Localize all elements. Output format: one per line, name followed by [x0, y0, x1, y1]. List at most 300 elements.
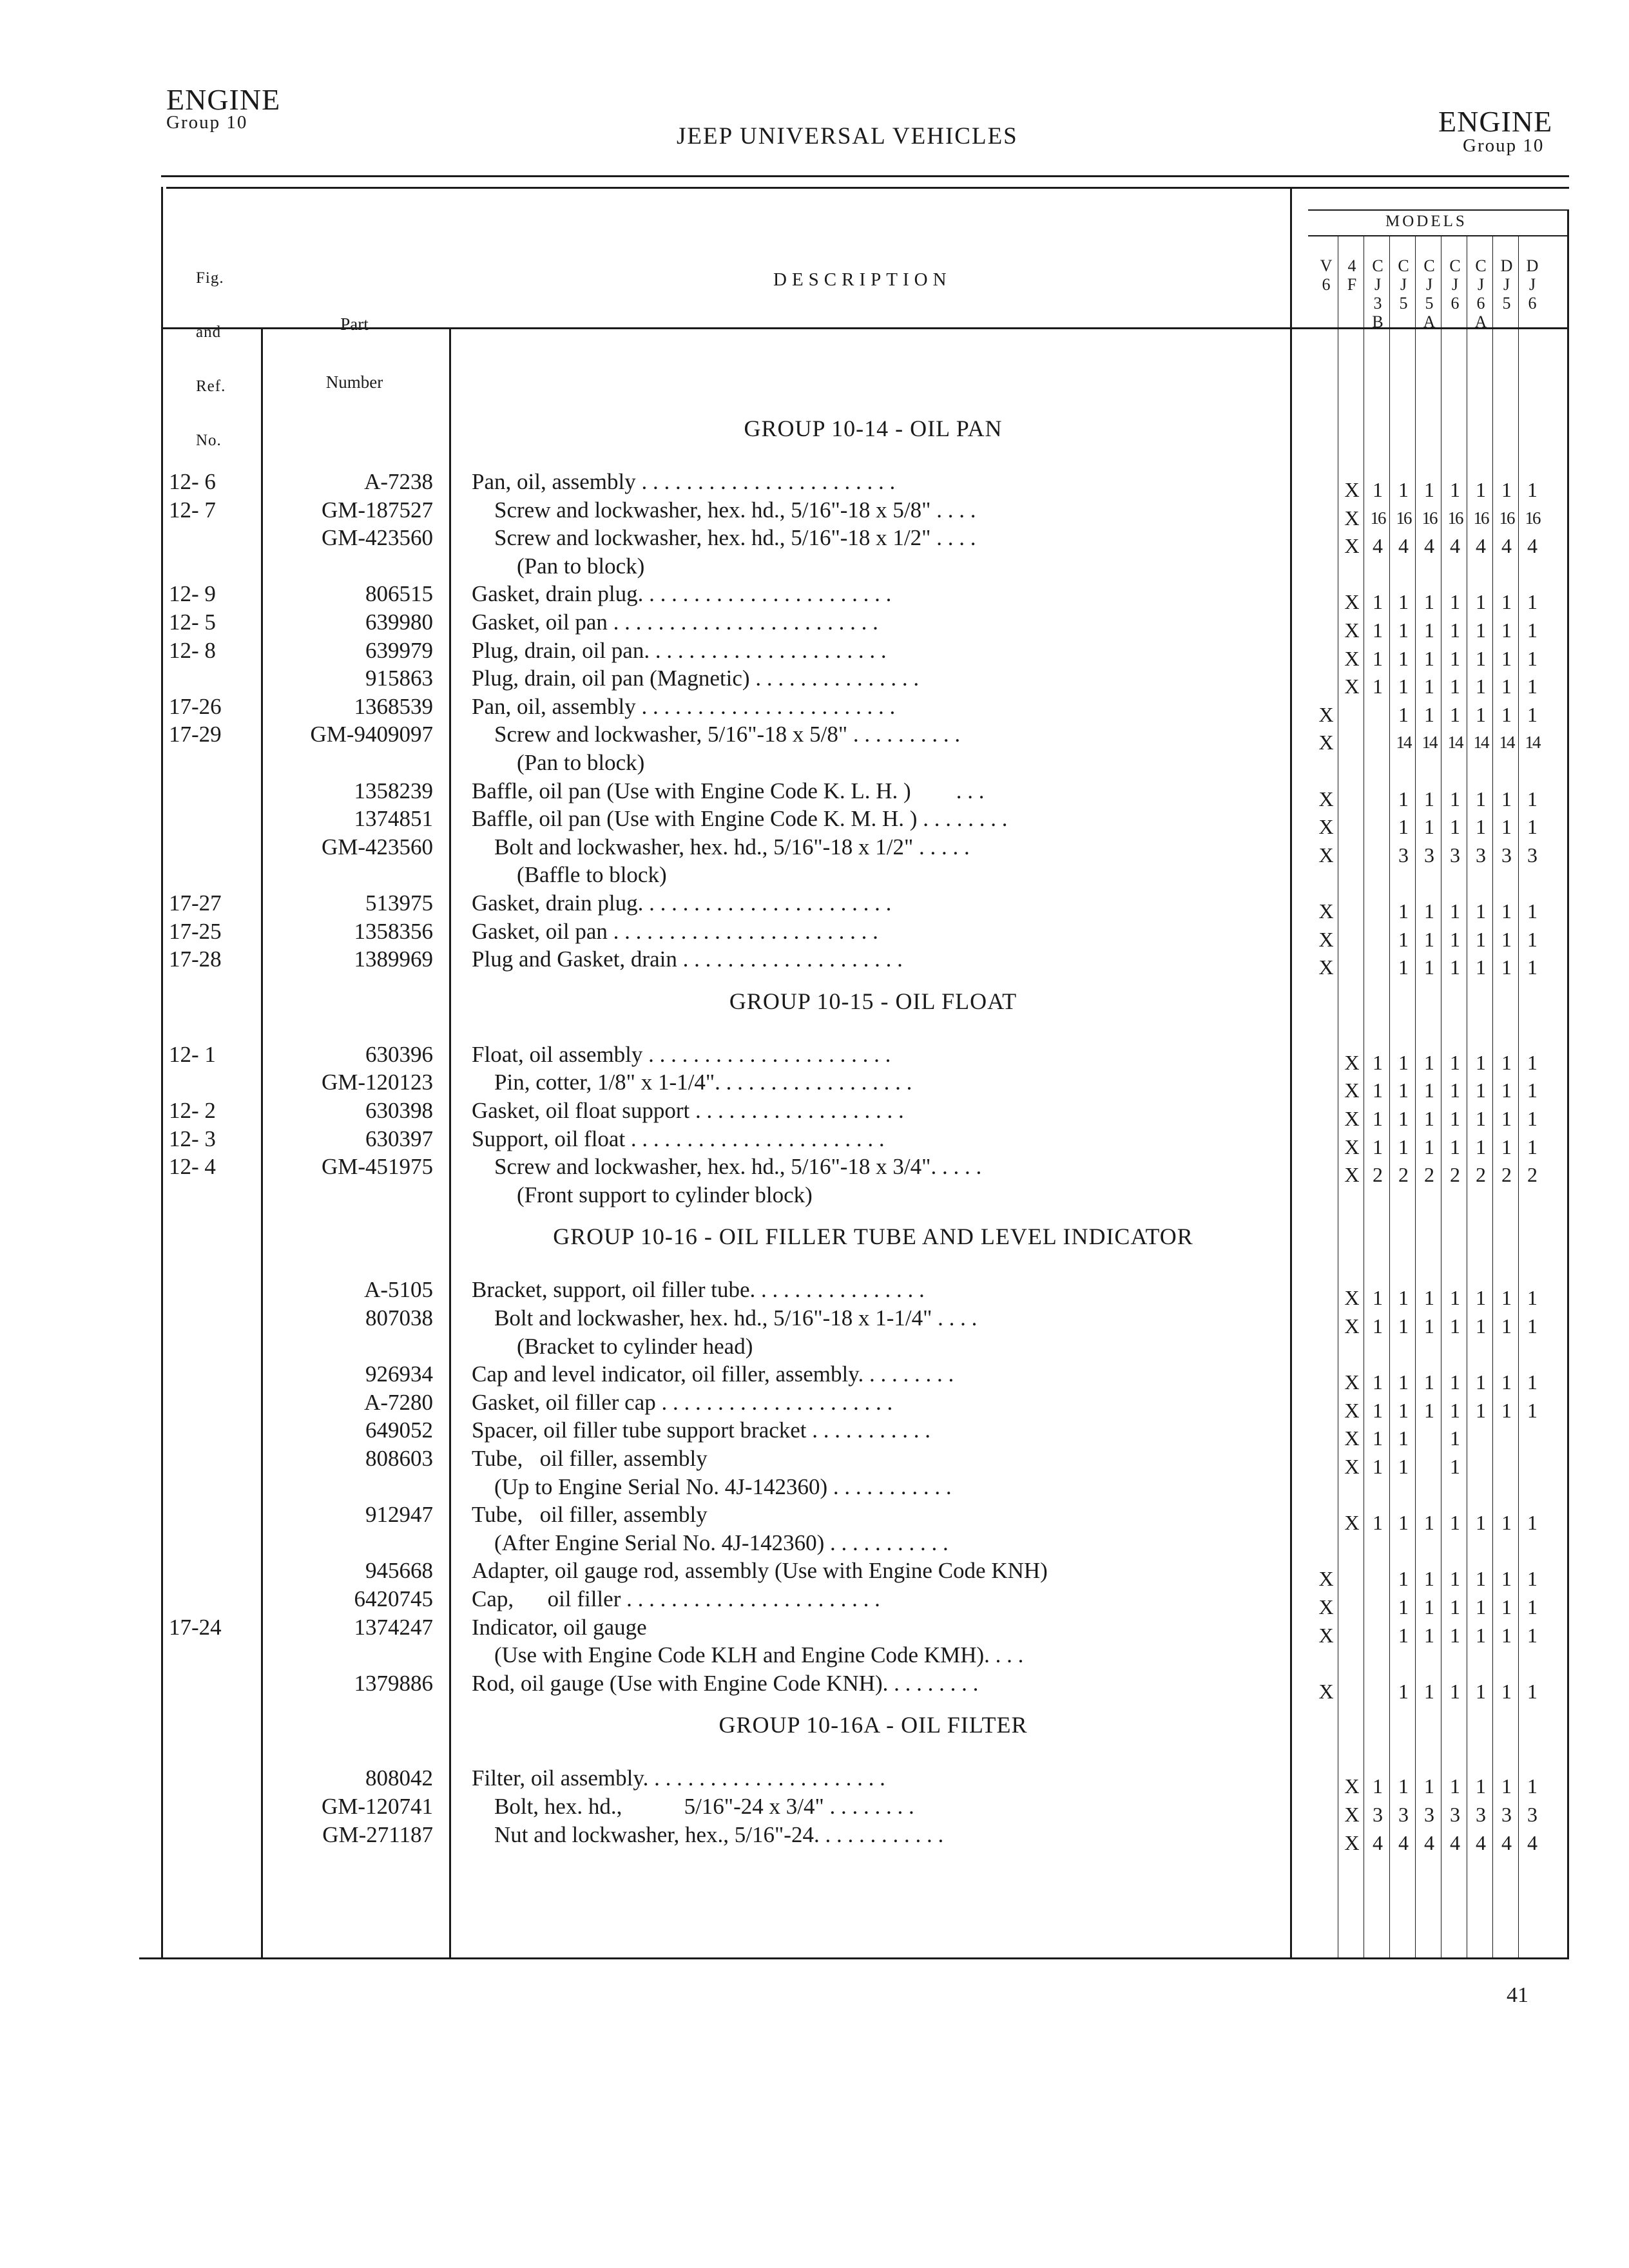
model-qty: 1 [1424, 1286, 1434, 1310]
part-number: 630398 [365, 1098, 433, 1123]
model-qty: 4 [1527, 534, 1537, 558]
model-qty: X [1318, 927, 1334, 951]
model-qty: 1 [1373, 1427, 1383, 1450]
model-qty: 1 [1450, 1370, 1460, 1394]
model-qty: 1 [1398, 1079, 1409, 1102]
model-qty: 1 [1527, 815, 1537, 839]
model-header: D J 5 [1500, 256, 1513, 312]
model-qty: 2 [1527, 1163, 1537, 1187]
model-qty: 1 [1373, 1774, 1383, 1798]
model-qty: 1 [1527, 1050, 1537, 1074]
model-qty: 1 [1398, 1314, 1409, 1338]
model-qty: 1 [1501, 1567, 1512, 1591]
model-qty: 14 [1473, 733, 1489, 753]
model-qty: X [1318, 702, 1334, 726]
model-qty: 1 [1398, 956, 1409, 979]
model-qty: 1 [1424, 899, 1434, 923]
model-qty: 1 [1476, 1050, 1486, 1074]
fig-ref: 17-26 [169, 693, 222, 719]
part-number: A-7238 [364, 469, 433, 494]
model-qty: 1 [1424, 619, 1434, 642]
model-qty: 1 [1398, 1427, 1409, 1450]
model-qty: 1 [1424, 702, 1434, 726]
model-qty: 1 [1398, 1398, 1409, 1422]
model-qty: X [1344, 478, 1360, 501]
part-number: 808042 [365, 1765, 433, 1791]
model-qty: X [1344, 1079, 1360, 1102]
model-qty: 1 [1501, 1314, 1512, 1338]
model-qty: 1 [1398, 646, 1409, 670]
model-qty: 4 [1373, 1831, 1383, 1854]
model-qty: 1 [1450, 1314, 1460, 1338]
model-qty: 1 [1398, 815, 1409, 839]
model-qty: 1 [1424, 1511, 1434, 1535]
model-qty: 1 [1398, 1595, 1409, 1619]
models-label-rule-lower [1308, 235, 1569, 236]
fig-ref: 12- 4 [169, 1154, 216, 1180]
model-qty: 1 [1424, 956, 1434, 979]
model-qty: 1 [1501, 1286, 1512, 1310]
models-column-header: MODELS [1385, 213, 1467, 230]
model-qty: 1 [1424, 1050, 1434, 1074]
desc-models-divider [1290, 187, 1292, 1959]
description: (Use with Engine Code KLH and Engine Code KMH). . . . [472, 1642, 1024, 1668]
model-qty: 1 [1424, 1135, 1434, 1158]
description: (Pan to block) [472, 750, 645, 775]
part-number: 808603 [365, 1446, 433, 1471]
model-qty: 1 [1501, 1679, 1512, 1703]
model-qty: 1 [1398, 1623, 1409, 1647]
model-qty: 1 [1373, 1079, 1383, 1102]
model-qty: 16 [1499, 508, 1514, 528]
model-qty: 1 [1450, 675, 1460, 698]
model-qty: 1 [1476, 702, 1486, 726]
fig-ref: 17-28 [169, 947, 222, 972]
description: Cap and level indicator, oil filler, assembly. . . . . . . . . [472, 1361, 954, 1387]
model-qty: 1 [1527, 1774, 1537, 1798]
model-qty: 1 [1527, 1398, 1537, 1422]
part-number: GM-120123 [321, 1070, 433, 1095]
model-qty: 1 [1476, 1286, 1486, 1310]
description: Filter, oil assembly. . . . . . . . . . . . . . . . . . . . . . [472, 1765, 885, 1791]
description: Gasket, oil float support . . . . . . . . . . . . . . . . . . . [472, 1098, 904, 1123]
model-qty: X [1318, 956, 1334, 979]
part-number: 1389969 [354, 947, 433, 972]
model-qty: X [1344, 1427, 1360, 1450]
fig-ref: 17-29 [169, 722, 222, 747]
description: Rod, oil gauge (Use with Engine Code KNH). . . . . . . . . [472, 1670, 979, 1696]
description: (Pan to block) [472, 553, 645, 579]
fig-ref: 12- 1 [169, 1041, 216, 1067]
model-qty: X [1344, 619, 1360, 642]
fig-ref: 12- 3 [169, 1126, 216, 1151]
model-qty: 1 [1450, 646, 1460, 670]
section-title: GROUP 10-16A - OIL FILTER [718, 1712, 1028, 1738]
model-qty: 1 [1527, 1314, 1537, 1338]
description: Baffle, oil pan (Use with Engine Code K. L. H. ) . . . [472, 778, 985, 803]
model-qty: 3 [1476, 843, 1486, 867]
model-qty: 1 [1476, 646, 1486, 670]
model-qty: X [1344, 1398, 1360, 1422]
part-number: A-5105 [364, 1277, 433, 1303]
model-qty: 1 [1476, 927, 1486, 951]
description: Plug, drain, oil pan (Magnetic) . . . . . . . . . . . . . . . [472, 666, 920, 691]
part-number: 639979 [365, 637, 433, 663]
page-title: JEEP UNIVERSAL VEHICLES [677, 123, 1018, 149]
section-title: GROUP 10-14 - OIL PAN [744, 416, 1003, 441]
model-qty: 1 [1476, 787, 1486, 811]
part-number: GM-9409097 [310, 722, 433, 747]
description: (After Engine Serial No. 4J-142360) . . . . . . . . . . . [472, 1530, 949, 1555]
model-qty: 1 [1476, 1314, 1486, 1338]
model-qty: 1 [1398, 619, 1409, 642]
model-qty: 1 [1476, 1107, 1486, 1130]
model-qty: 1 [1450, 1595, 1460, 1619]
fig-ref: 17-25 [169, 918, 222, 944]
model-qty: 1 [1501, 787, 1512, 811]
model-qty: 1 [1476, 899, 1486, 923]
fig-column-header: Fig. and Ref. No. [196, 269, 226, 449]
model-qty: 1 [1373, 1398, 1383, 1422]
model-qty: 1 [1424, 787, 1434, 811]
description-column-header: DESCRIPTION [773, 269, 952, 290]
model-qty: 16 [1525, 508, 1540, 528]
description: Gasket, oil pan . . . . . . . . . . . . . . . . . . . . . . . . [472, 610, 878, 635]
model-header: C J 5 A [1423, 256, 1436, 331]
model-qty: 1 [1527, 1135, 1537, 1158]
part-number: 806515 [365, 581, 433, 607]
model-qty: 1 [1450, 619, 1460, 642]
model-qty: 1 [1450, 702, 1460, 726]
model-qty: 1 [1450, 1623, 1460, 1647]
model-qty: X [1344, 534, 1360, 558]
model-qty: 1 [1398, 1107, 1409, 1130]
model-column-line [1389, 235, 1390, 1957]
part-number: 630397 [365, 1126, 433, 1151]
part-number: 807038 [365, 1305, 433, 1331]
model-qty: 1 [1398, 675, 1409, 698]
part-number: A-7280 [364, 1389, 433, 1415]
model-qty: 1 [1450, 899, 1460, 923]
part-number: 912947 [365, 1502, 433, 1528]
model-qty: 1 [1527, 1511, 1537, 1535]
model-qty: 1 [1398, 702, 1409, 726]
model-qty: 1 [1424, 478, 1434, 501]
description: Bolt and lockwasher, hex. hd., 5/16"-18 x 1/2" . . . . . [472, 834, 970, 860]
model-qty: 14 [1396, 733, 1411, 753]
model-qty: 1 [1450, 1050, 1460, 1074]
model-qty: 3 [1424, 1803, 1434, 1826]
part-number-column-header: Part Number [325, 314, 383, 392]
fig-ref: 12- 7 [169, 497, 216, 523]
model-qty: 1 [1373, 1511, 1383, 1535]
model-qty: 2 [1501, 1163, 1512, 1187]
model-qty: 1 [1476, 1567, 1486, 1591]
header-rule [161, 175, 1569, 177]
model-qty: X [1344, 1050, 1360, 1074]
model-qty: 4 [1501, 1831, 1512, 1854]
model-qty: 1 [1398, 1370, 1409, 1394]
model-qty: 1 [1398, 899, 1409, 923]
model-qty: 1 [1398, 787, 1409, 811]
model-qty: 1 [1424, 1398, 1434, 1422]
model-qty: 1 [1476, 1079, 1486, 1102]
model-qty: 1 [1424, 927, 1434, 951]
description: Baffle, oil pan (Use with Engine Code K. M. H. ) . . . . . . . . [472, 806, 1008, 832]
model-qty: 1 [1450, 1398, 1460, 1422]
description: Bolt and lockwasher, hex. hd., 5/16"-18 x 1-1/4" . . . . [472, 1305, 978, 1331]
part-number: 915863 [365, 666, 433, 691]
model-qty: X [1318, 899, 1334, 923]
model-qty: X [1318, 843, 1334, 867]
model-qty: 1 [1450, 1679, 1460, 1703]
model-qty: X [1318, 1623, 1334, 1647]
model-qty: 1 [1373, 1107, 1383, 1130]
model-qty: 1 [1501, 956, 1512, 979]
model-qty: 1 [1476, 1679, 1486, 1703]
description: (Up to Engine Serial No. 4J-142360) . . . . . . . . . . . [472, 1474, 952, 1499]
model-qty: X [1344, 590, 1360, 614]
model-qty: 1 [1501, 1079, 1512, 1102]
left-group-label: Group 10 [166, 112, 248, 133]
model-qty: 1 [1424, 1107, 1434, 1130]
model-qty: 1 [1501, 1398, 1512, 1422]
description: (Front support to cylinder block) [472, 1182, 813, 1207]
model-qty: 1 [1501, 478, 1512, 501]
model-qty: 1 [1527, 646, 1537, 670]
model-qty: 1 [1501, 899, 1512, 923]
model-qty: 1 [1424, 1679, 1434, 1703]
description: Screw and lockwasher, hex. hd., 5/16"-18 x 1/2" . . . . [472, 525, 976, 551]
model-header: C J 6 A [1474, 256, 1487, 331]
model-qty: 1 [1450, 1427, 1460, 1450]
model-qty: 1 [1476, 1370, 1486, 1394]
description: Gasket, drain plug. . . . . . . . . . . . . . . . . . . . . . . [472, 581, 892, 607]
model-qty: 1 [1424, 815, 1434, 839]
model-header: C J 3 B [1372, 256, 1383, 331]
model-qty: 1 [1501, 1050, 1512, 1074]
model-qty: 1 [1424, 590, 1434, 614]
model-qty: 1 [1450, 815, 1460, 839]
part-number: 513975 [365, 890, 433, 916]
model-qty: 1 [1398, 1286, 1409, 1310]
model-qty: 1 [1398, 1774, 1409, 1798]
model-qty: 1 [1501, 815, 1512, 839]
model-qty: 1 [1398, 1050, 1409, 1074]
model-qty: 1 [1501, 1623, 1512, 1647]
model-qty: 2 [1424, 1163, 1434, 1187]
description: Screw and lockwasher, hex. hd., 5/16"-18 x 3/4". . . . . [472, 1154, 982, 1180]
description: Gasket, oil filler cap . . . . . . . . . . . . . . . . . . . . . [472, 1389, 893, 1415]
description: Tube, oil filler, assembly [472, 1502, 708, 1528]
fig-ref: 12- 5 [169, 610, 216, 635]
model-qty: 1 [1450, 1079, 1460, 1102]
model-qty: 1 [1476, 619, 1486, 642]
model-qty: 1 [1398, 1511, 1409, 1535]
description: Gasket, drain plug. . . . . . . . . . . . . . . . . . . . . . . [472, 890, 892, 916]
section-title: GROUP 10-16 - OIL FILLER TUBE AND LEVEL INDICATOR [553, 1224, 1193, 1250]
model-qty: 1 [1501, 1370, 1512, 1394]
model-qty: 3 [1527, 843, 1537, 867]
table-top-rule [166, 187, 1569, 189]
model-qty: 1 [1450, 1455, 1460, 1478]
model-qty: X [1318, 1679, 1334, 1703]
model-qty: 2 [1450, 1163, 1460, 1187]
description: Screw and lockwasher, hex. hd., 5/16"-18 x 5/8" . . . . [472, 497, 976, 523]
model-header: 4 F [1347, 256, 1357, 294]
model-qty: X [1318, 815, 1334, 839]
description: Screw and lockwasher, 5/16"-18 x 5/8" . . . . . . . . . . [472, 722, 961, 747]
model-qty: 14 [1422, 733, 1437, 753]
model-qty: 1 [1527, 1623, 1537, 1647]
model-qty: 1 [1476, 815, 1486, 839]
model-qty: 1 [1450, 590, 1460, 614]
model-qty: 1 [1527, 619, 1537, 642]
fig-ref: 12- 9 [169, 581, 216, 607]
model-qty: 3 [1398, 1803, 1409, 1826]
model-qty: 1 [1373, 1314, 1383, 1338]
model-qty: 4 [1450, 534, 1460, 558]
description: (Bracket to cylinder head) [472, 1333, 753, 1359]
model-qty: 4 [1398, 534, 1409, 558]
part-number: 6420745 [354, 1586, 433, 1611]
model-qty: X [1344, 506, 1360, 530]
model-qty: 3 [1450, 1803, 1460, 1826]
model-qty: 4 [1476, 534, 1486, 558]
model-qty: X [1344, 1286, 1360, 1310]
part-number: GM-187527 [321, 497, 433, 523]
model-qty: 1 [1527, 1107, 1537, 1130]
model-qty: X [1318, 787, 1334, 811]
model-qty: 1 [1501, 619, 1512, 642]
model-qty: X [1344, 1774, 1360, 1798]
part-number: GM-451975 [321, 1154, 433, 1180]
model-qty: 1 [1527, 1370, 1537, 1394]
model-qty: 2 [1398, 1163, 1409, 1187]
model-qty: 4 [1501, 534, 1512, 558]
right-section-title: ENGINE [1438, 105, 1553, 138]
table-left-border [161, 187, 163, 1959]
models-right-border [1567, 209, 1569, 1959]
model-qty: 1 [1476, 590, 1486, 614]
part-number: 630396 [365, 1041, 433, 1067]
description: (Baffle to block) [472, 862, 667, 888]
model-qty: 1 [1398, 927, 1409, 951]
model-qty: 1 [1501, 675, 1512, 698]
model-qty: X [1344, 1314, 1360, 1338]
description: Nut and lockwasher, hex., 5/16"-24. . . . . . . . . . . . [472, 1821, 944, 1847]
model-qty: 1 [1450, 787, 1460, 811]
model-qty: 1 [1398, 1135, 1409, 1158]
model-qty: 3 [1476, 1803, 1486, 1826]
model-qty: 1 [1450, 1567, 1460, 1591]
model-qty: 1 [1450, 1774, 1460, 1798]
model-qty: 1 [1373, 1135, 1383, 1158]
part-number: 1358356 [354, 918, 433, 944]
model-qty: X [1344, 1370, 1360, 1394]
model-qty: 3 [1501, 1803, 1512, 1826]
description: Pan, oil, assembly . . . . . . . . . . . . . . . . . . . . . . . [472, 693, 896, 719]
model-qty: 2 [1373, 1163, 1383, 1187]
model-qty: 14 [1525, 733, 1540, 753]
part-number: 1368539 [354, 693, 433, 719]
model-qty: 3 [1527, 1803, 1537, 1826]
part-number: GM-423560 [321, 834, 433, 860]
left-section-title: ENGINE [166, 83, 281, 116]
table-bottom-rule [139, 1957, 1569, 1959]
fig-ref: 12- 8 [169, 637, 216, 663]
part-number: 926934 [365, 1361, 433, 1387]
model-qty: 1 [1424, 1314, 1434, 1338]
model-qty: 1 [1476, 478, 1486, 501]
model-qty: X [1344, 675, 1360, 698]
model-qty: 16 [1473, 508, 1489, 528]
fig-ref: 12- 2 [169, 1098, 216, 1123]
model-qty: 3 [1424, 843, 1434, 867]
fig-ref: 17-27 [169, 890, 222, 916]
model-qty: 1 [1501, 702, 1512, 726]
model-qty: 1 [1527, 787, 1537, 811]
model-qty: 1 [1476, 1135, 1486, 1158]
model-qty: 1 [1398, 478, 1409, 501]
model-qty: 1 [1398, 590, 1409, 614]
model-qty: 14 [1447, 733, 1463, 753]
part-number: 1379886 [354, 1670, 433, 1696]
model-column-line [1492, 235, 1493, 1957]
model-qty: 1 [1527, 590, 1537, 614]
model-qty: 1 [1373, 478, 1383, 501]
model-qty: X [1344, 1511, 1360, 1535]
model-qty: 1 [1450, 1107, 1460, 1130]
model-qty: X [1344, 1455, 1360, 1478]
model-qty: 1 [1373, 1286, 1383, 1310]
model-qty: 1 [1424, 1623, 1434, 1647]
model-qty: 1 [1424, 1595, 1434, 1619]
model-qty: 4 [1373, 534, 1383, 558]
model-qty: 1 [1373, 646, 1383, 670]
model-column-line [1518, 235, 1519, 1957]
model-qty: 16 [1370, 508, 1385, 528]
description: Plug, drain, oil pan. . . . . . . . . . . . . . . . . . . . . . [472, 637, 887, 663]
model-qty: 1 [1501, 1107, 1512, 1130]
model-header: V 6 [1320, 256, 1333, 294]
model-qty: X [1318, 1567, 1334, 1591]
model-qty: 1 [1527, 702, 1537, 726]
model-qty: 1 [1527, 478, 1537, 501]
model-qty: X [1318, 1595, 1334, 1619]
model-qty: 4 [1450, 1831, 1460, 1854]
model-qty: 1 [1398, 1567, 1409, 1591]
model-qty: 1 [1450, 927, 1460, 951]
model-qty: 1 [1527, 1679, 1537, 1703]
model-qty: 4 [1527, 1831, 1537, 1854]
model-qty: 1 [1527, 1567, 1537, 1591]
description: Indicator, oil gauge [472, 1614, 647, 1640]
model-qty: 1 [1476, 675, 1486, 698]
model-qty: 1 [1527, 1079, 1537, 1102]
model-qty: X [1344, 1803, 1360, 1826]
model-qty: 1 [1527, 1286, 1537, 1310]
model-qty: 1 [1373, 619, 1383, 642]
model-qty: 1 [1424, 1079, 1434, 1102]
model-header: C J 5 [1398, 256, 1409, 312]
part-number: 945668 [365, 1558, 433, 1584]
model-qty: 1 [1373, 1370, 1383, 1394]
model-qty: 16 [1422, 508, 1437, 528]
fig-ref: 12- 6 [169, 469, 216, 494]
model-qty: 3 [1398, 843, 1409, 867]
model-qty: 1 [1527, 956, 1537, 979]
